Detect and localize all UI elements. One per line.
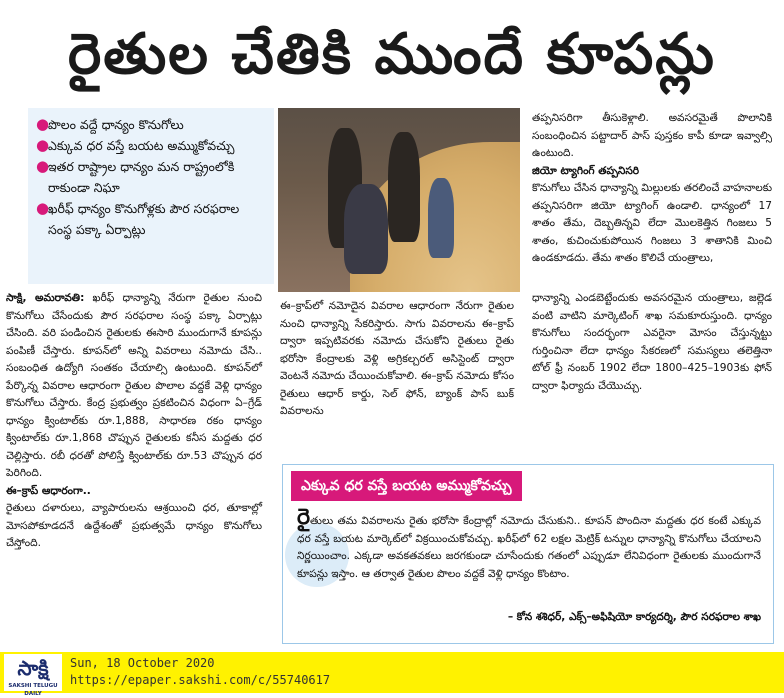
quote-body (297, 505, 761, 583)
article-paragraph: ధాన్యాన్ని ఎండబెట్టేందుకు అవసరమైన యంత్రాలు, జల్లెడ వంటి వాటిని మార్కెటింగ్‌ శాఖ సమకూరుస్తుంది. ధాన్యం కొనుగోలు సందర్భంగా ఎవరైనా మోసం చేస్తున్నట్టు గుర్తించినా లేదా ధాన్యం సేకరణలో సమస్యలు తలెత్తినా టోల్‌ ఫ్రీ నంబర్‌ 1902 లేదా 1800–425–1903కు ఫోన్‌ ద్వారా ఫిర్యాదు చేయొచ్చు. (532, 292, 772, 392)
article-paragraph: ఈ–క్రాప్‌లో నమోదైన వివరాల ఆధారంగా నేరుగా రైతుల నుంచి ధాన్యాన్ని సేకరిస్తారు. సాగు వివరాలను ఈ–క్రాప్‌ ద్వారా ఇప్పటివరకు నమోదు చేసుకోని రైతులు రైతు భరోసా కేంద్రాలకు వెళ్లి అగ్రికల్చరల్‌ అసిస్టెంట్‌ ద్వారా వెంటనే నమోదు చేయించుకోవాలి. ఈ–క్రాప్‌ నమోదు కోసం రైతులు ఆధార్‌ కార్డు, సెల్‌ ఫోన్‌, బ్యాంక్‌ పాస్‌ బుక్‌ వివరాలను (280, 300, 514, 417)
paragraph-text: ఖరీఫ్‌ ధాన్యాన్ని నేరుగా రైతుల నుంచి కొనుగోలు చేసేందుకు పౌర సరఫరాల సంస్థ పక్కా ఏర్పాట్లు చేసింది. వరి పండించిన రైతులకు ఈసారి ముందుగానే కూపన్లు పంపిణీ చేస్తారు. కూపన్‌లో అన్ని వివరాలు నమోదు చేసి.. సంబంధిత ఉద్యోగి సంతకం చేయాల్సి ఉంటుంది. కూపన్‌లో పేర్కొన్న వివరాల ఆధారంగా రైతుల పొలాల వద్దకే వెళ్లి ధాన్యం కొనుగోలు చేస్తారు. కేంద్ర ప్రభుత్వం ప్రకటించిన విధంగా ఏ–గ్రేడ్‌ ధాన్యం క్వింటాల్‌కు రూ.1,888, సాధారణ రకం ధాన్యం క్వింటాల్‌కు రూ.1,868 చొప్పున రైతులకు కనీస మద్దతు ధర చెల్లిస్తారు. రబీ ధరతో పోలిస్తే క్వింటాల్‌కు రూ.53 చొప్పున ధర పెరిగింది. (6, 292, 262, 479)
logo-text: సాక్షి (17, 656, 49, 680)
dropcap: రై (297, 505, 311, 530)
bullet-icon: ● (36, 157, 50, 175)
highlight-text: పొలం వద్దే ధాన్యం కొనుగోలు (48, 117, 184, 132)
quote-text: తులు తమ వివరాలను రైతు భరోసా కేంద్రాల్లో నమోదు చేసుకుని.. కూపన్‌ పొందినా మద్దతు ధర కంటే ఎక్కువ ధర వస్తే బయట మార్కెట్‌లో విక్రయించుకోవచ్చు. ఖరీఫ్‌లో 62 లక్షల మెట్రిక్‌ టన్నుల ధాన్యాన్ని కొనుగోలు చేయాలని నిర్ణయించాం. ఎక్కడా అవకతవకలు జరగకుండా చూసేందుకు గతంలో ఎప్పుడూ లేనివిధంగా రైతులకు ముందుగానే కూపన్లు ఇస్తాం. ఆ తర్వాత రైతుల పొలం వద్దకే వెళ్లి ధాన్యం కొంటాం. (297, 515, 761, 580)
highlight-item (36, 156, 266, 198)
highlight-text: ఖరీఫ్‌ ధాన్యం కొనుగోళ్లకు పౌర సరఫరాల సంస్థ పక్కా ఏర్పాట్లు (48, 201, 240, 237)
bullet-icon: ● (36, 136, 50, 154)
logo-subtext: SAKSHI TELUGU DAILY (8, 683, 58, 697)
quote-signature: – కోన శశిధర్‌, ఎక్స్‌–అఫిషియో కార్యదర్శి, పౌర సరఫరాల శాఖ (507, 611, 761, 623)
article-paragraph: తప్పనిసరిగా తీసుకెళ్లాలి. అవసరమైతే పొలానికి సంబంధించిన పట్టాదార్‌ పాస్‌ పుస్తకం కాపీ కూడా ఇవ్వాల్సి ఉంటుంది. (532, 112, 772, 159)
quote-box-title: ఎక్కువ ధర వస్తే బయట అమ్ముకోవచ్చు (291, 471, 522, 501)
worker-figure (428, 178, 454, 258)
footer-bar (0, 652, 784, 697)
article-column-3 (532, 290, 772, 395)
highlight-text: ఇతర రాష్ట్రాల ధాన్యం మన రాష్ట్రంలోకి రాకుండా నిఘా (48, 159, 235, 195)
subheading: జియో ట్యాగింగ్‌ తప్పనిసరి (532, 164, 640, 177)
bullet-icon: ● (36, 199, 50, 217)
highlight-item (36, 135, 266, 156)
article-column-1 (6, 290, 262, 553)
article-column-2 (280, 298, 514, 421)
edition-date: Sun, 18 October 2020 (70, 656, 215, 670)
worker-figure (344, 184, 388, 274)
quote-box (282, 464, 774, 644)
highlight-item (36, 114, 266, 135)
dateline: సాక్షి, అమరావతి: (6, 292, 85, 304)
highlight-item (36, 198, 266, 240)
worker-figure (388, 132, 420, 242)
news-photo (278, 108, 520, 292)
epaper-link[interactable]: https://epaper.sakshi.com/c/55740617 (70, 673, 331, 687)
article-paragraph: రైతులు దళారులు, వ్యాపారులను ఆశ్రయించి ధర, తూకాల్లో మోసపోకూడదనే ఉద్దేశంతో ప్రభుత్వమే ధాన్యం కొనుగోలు చేస్తోంది. (6, 502, 262, 549)
headline: రైతుల చేతికి ముందే కూపన్లు (68, 22, 716, 87)
bullet-icon: ● (36, 115, 50, 133)
article-column-3-top (532, 110, 772, 268)
highlights-box (28, 108, 274, 284)
article-paragraph: కొనుగోలు చేసిన ధాన్యాన్ని మిల్లులకు తరలించే వాహనాలకు తప్పనిసరిగా జియో ట్యాగింగ్‌ ఉండాలి. ధాన్యంలో 17 శాతం తేమ, దెబ్బతిన్నవి లేదా మొలకెత్తిన గింజలు 5 శాతం, కుచించుకుపోయిన గింజలు 3 శాతానికి మించి ఉండకూడదు. తేమ శాతం కొలిచే యంత్రాలు, (532, 182, 772, 264)
subheading: ఈ–క్రాప్‌ ఆధారంగా.. (6, 484, 91, 497)
highlight-text: ఎక్కువ ధర వస్తే బయట అమ్ముకోవచ్చు (48, 138, 235, 153)
sakshi-logo (4, 654, 62, 697)
article-paragraph (6, 290, 262, 483)
